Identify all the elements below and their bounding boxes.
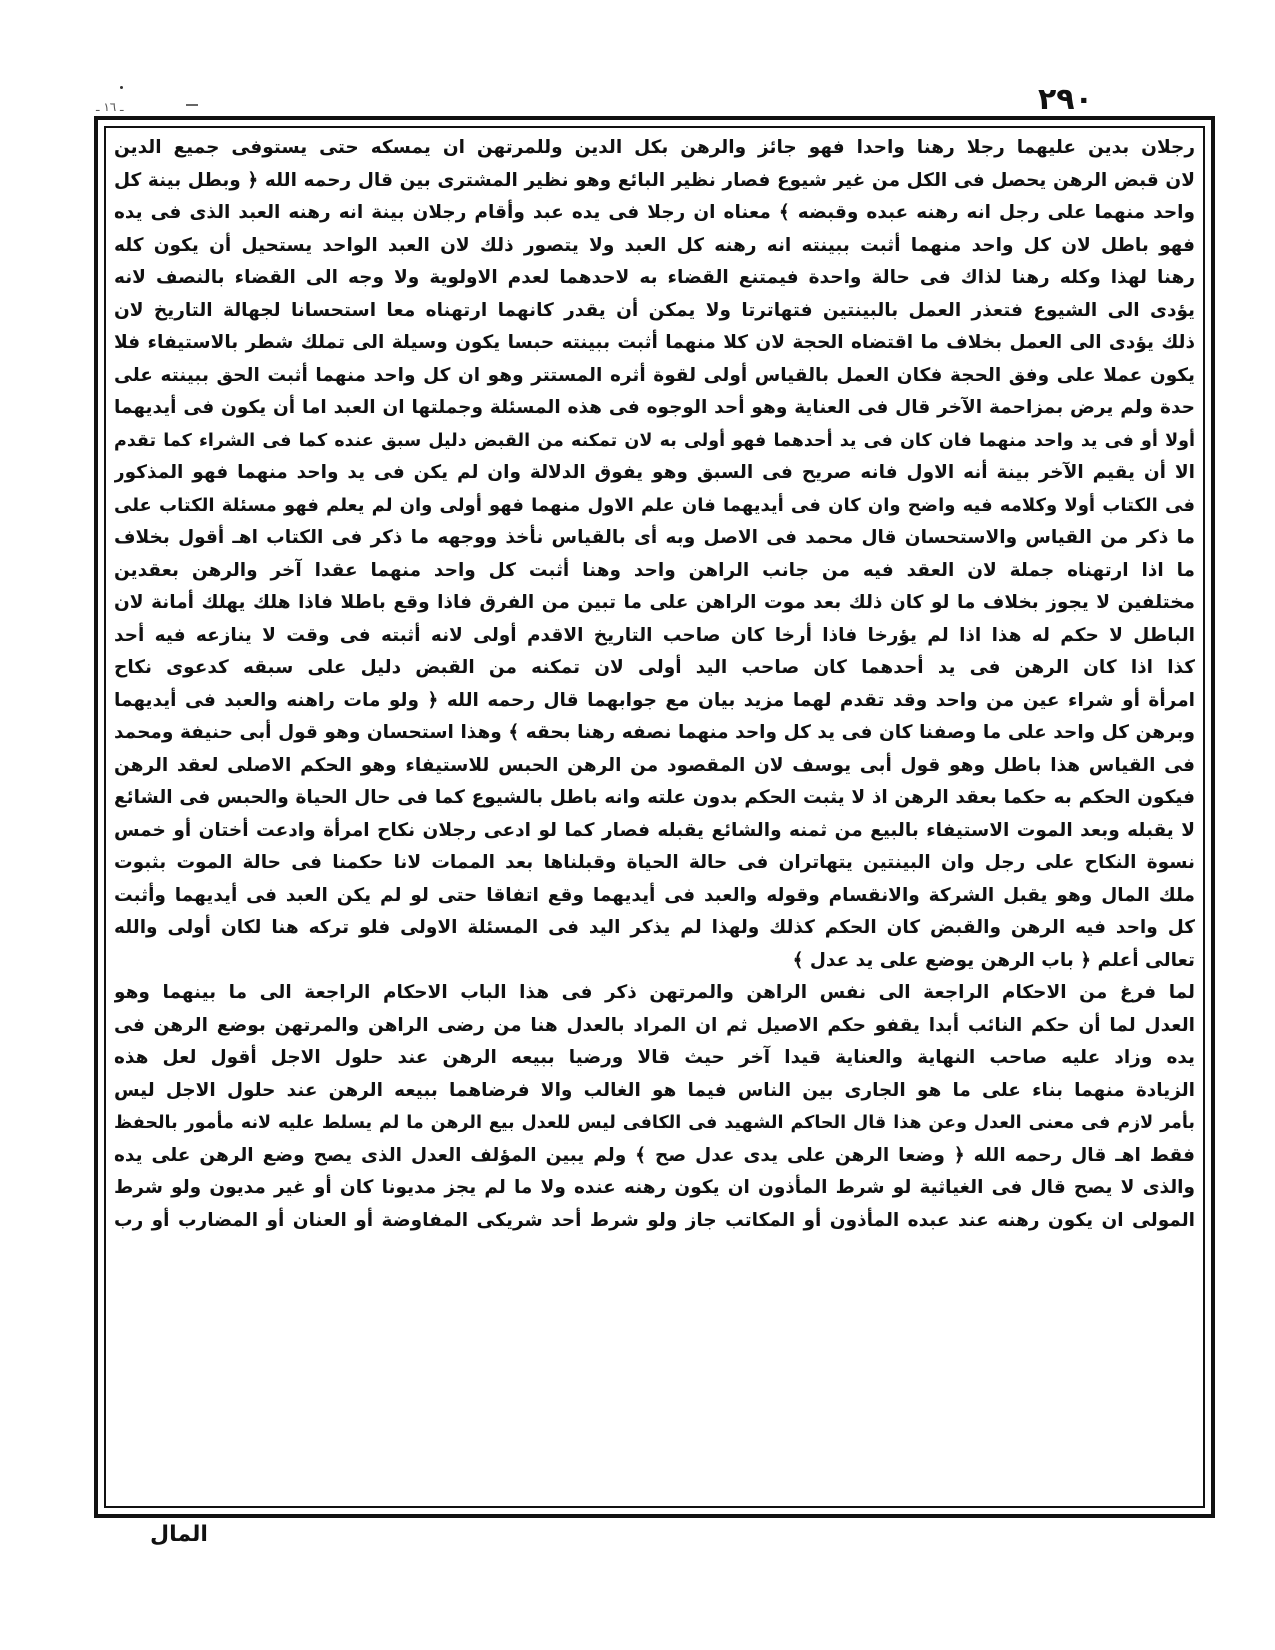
text-line: لما فرغ من الاحكام الراجعة الى نفس الراهن والمرتهن ذكر فى هذا الباب الاحكام الراجعة الى ما بينهما وهو bbox=[114, 982, 1195, 1003]
text-line: يده وزاد عليه صاحب النهاية والعناية قيدا آخر حيث قالا ورضيا ببيعه الرهن عند حلول الاجل أقول لعل هذه bbox=[114, 1047, 1195, 1068]
catchword: المال bbox=[150, 1522, 208, 1547]
page-number: ٢٩٠ bbox=[1038, 82, 1093, 117]
text-line: مختلفين لا يجوز بخلاف ما لو كان ذلك بعد موت الراهن على ما تبين من الفرق فاذا وقع باطلا فاذا هلك يهلك أمانة لان bbox=[114, 592, 1195, 613]
text-line: الباطل لا حكم له هذا اذا لم يؤرخا فاذا أرخا كان صاحب التاريخ الاقدم أولى لانه أثبته فى وقت لا ينازعه فيه أحد bbox=[114, 624, 1195, 646]
text-line: كل واحد فيه الرهن والقبض كان الحكم كذلك ولهذا لم يذكر اليد فى المسئلة الاولى فلو تركه هنا لكان أولى والله bbox=[114, 917, 1195, 938]
chapter-heading-line: تعالى أعلم ﴿ باب الرهن يوضع على يد عدل ﴾ bbox=[792, 949, 1195, 971]
text-line: ما ذكر من القياس والاستحسان قال محمد فى الاصل وبه أى بالقياس نأخذ ووجهه ما ذكر فى الكتاب اهـ أقول بخلاف bbox=[114, 527, 1195, 548]
text-line: لان قبض الرهن يحصل فى الكل من غير شيوع فصار نظير البائع وهو نظير المشترى بين قال رحمه الله ﴿ وبطل بينة كل bbox=[114, 169, 1195, 191]
text-line: فى القياس هذا باطل وهو قول أبى يوسف لان المقصود من الرهن الحبس للاستيفاء وهو الحكم الاصلى لعقد الرهن bbox=[114, 754, 1195, 776]
text-line: رهنا لهذا وكله رهنا لذاك فى حالة واحدة فيمتنع القضاء به لاحدهما لعدم الاولوية ولا وجه الى القضاء بالنصف لانه bbox=[114, 267, 1195, 288]
text-line: ما اذا ارتهناه جملة لان العقد فيه من جانب الراهن واحد وهنا أثبت كل واحد منهما عقدا آخر والرهن بعقدين bbox=[114, 559, 1195, 581]
text-line: ملك المال وهو يقبل الشركة والانقسام وقوله والعبد فى أيديهما وقع اتفاقا حتى لو لم يكن العبد فى أيديهما وأثبت bbox=[114, 884, 1195, 906]
text-body bbox=[114, 132, 1195, 1502]
text-line: المولى ان يكون رهنه عند عبده المأذون أو المكاتب جاز ولو شرط أحد شريكى المفاوضة أو العنان أو المضارب أو رب bbox=[114, 1209, 1195, 1231]
top-dash bbox=[186, 104, 198, 106]
text-line: فى الكتاب أولا وكلامه فيه واضح وان كان فى أيديهما فان علم الاول منهما فهو أولى وان لم يعلم فهو مسئلة الكتاب على bbox=[114, 494, 1195, 516]
text-line: لا يقبله وبعد الموت الاستيفاء بالبيع من ثمنه والشائع يقبله فصار كما لو ادعى رجلان نكاح امرأة وادعت أختان أو خمس bbox=[114, 819, 1195, 841]
text-line: فقط اهـ قال رحمه الله ﴿ وضعا الرهن على يدى عدل صح ﴾ ولم يبين المؤلف العدل الذى يصح وضع الرهن على يده bbox=[114, 1144, 1195, 1166]
text-line: العدل لما أن حكم النائب أبدا يقفو حكم الاصيل ثم ان المراد بالعدل هنا من رضى الراهن والمرتهن بوضع الرهن فى bbox=[114, 1014, 1195, 1036]
text-line: ذلك يؤدى الى العمل بخلاف ما اقتضاه الحجة لان كلا منهما أثبت ببينته حبسا يكون وسيلة الى تملك شطر بالاستيفاء فلا bbox=[114, 332, 1195, 353]
text-line: وبرهن كل واحد على ما وصفنا كان فى يد كل واحد منهما نصفه رهنا بحقه ﴾ وهذا استحسان وهو قول أبى حنيفة ومحمد bbox=[114, 722, 1195, 743]
text-line: الا أن يقيم الآخر بينة أنه الاول فانه صريح فى السبق وهو يفوق الدلالة وان لم يكن فى يد واحد منهما فهو المذكور bbox=[114, 462, 1195, 483]
print-speck bbox=[120, 86, 123, 89]
text-line: الزيادة منهما بناء على ما هو الجارى بين الناس فيما هو الغالب والا فرضاهما ببيعه الرهن عند حلول الاجل ليس bbox=[114, 1079, 1195, 1101]
text-line: فهو باطل لان كل واحد منهما أثبت ببينته انه رهنه كل العبد ولا يتصور ذلك لان العبد الواحد يستحيل أن يكون كله bbox=[114, 234, 1195, 256]
text-line: حدة ولم يرض بمزاحمة الآخر قال فى العناية وهو أحد الوجوه فى هذه المسئلة وجملتها ان العبد اما أن يكون فى أيديهما bbox=[114, 397, 1195, 418]
text-line: والذى لا يصح قال فى الغياثية لو شرط المأذون ان يكون رهنه عنده ولا ما لم يجز مديونا كان أو غير مديون ولو شرط bbox=[114, 1177, 1195, 1198]
text-line: فيكون الحكم به حكما بعقد الرهن اذ لا يثبت الحكم بدون علته وانه باطل بالشيوع كما فى حال الحياة والحبس فى الشائع bbox=[114, 787, 1195, 808]
text-line: يكون عملا على وفق الحجة فكان العمل بالقياس أولى لقوة أثره المستتر وهو ان كل واحد منهما أثبت الحق ببينته على bbox=[114, 364, 1195, 386]
text-line: امرأة أو شراء عين من واحد وقد تقدم لهما مزيد بيان مع جوابهما قال رحمه الله ﴿ ولو مات راهنه والعبد فى أيديهما bbox=[114, 689, 1195, 711]
text-line: نسوة النكاح على رجل وان البينتين يتهاتران فى حالة الحياة وقبلناها بعد الممات لانا حكمنا فى حالة الموت بثبوت bbox=[114, 852, 1195, 873]
top-marks: ـ ١٦ ـ bbox=[96, 100, 124, 114]
text-line: بأمر لازم فى معنى العدل وعن هذا قال الحاكم الشهيد فى الكافى ليس للعدل بيع الرهن ما لم يسلط عليه لانه مأمور بالحفظ bbox=[114, 1113, 1195, 1133]
text-line: أولا أو فى يد واحد منهما فان كان فى يد أحدهما فهو أولى به لان تمكنه من القبض دليل سبق عنده كما فى الشراء كما تقدم bbox=[114, 430, 1195, 451]
text-line: يؤدى الى الشيوع فتعذر العمل بالبينتين فتهاترتا ولا يمكن أن يقدر كانهما ارتهناه معا استحسانا لجهالة التاريخ لان bbox=[114, 299, 1195, 321]
text-line: كذا اذا كان الرهن فى يد أحدهما كان صاحب اليد أولى لان تمكنه من القبض دليل على سبقه كدعوى نكاح bbox=[114, 657, 1195, 678]
text-line: واحد منهما على رجل انه رهنه عبده وقبضه ﴾ معناه ان رجلا فى يده عبد وأقام رجلان بينة انه رهنه العبد الذى فى يده bbox=[114, 202, 1195, 223]
text-line: رجلان بدين عليهما رجلا رهنا واحدا فهو جائز والرهن بكل الدين وللمرتهن ان يمسكه حتى يستوفى جميع الدين bbox=[114, 137, 1195, 158]
